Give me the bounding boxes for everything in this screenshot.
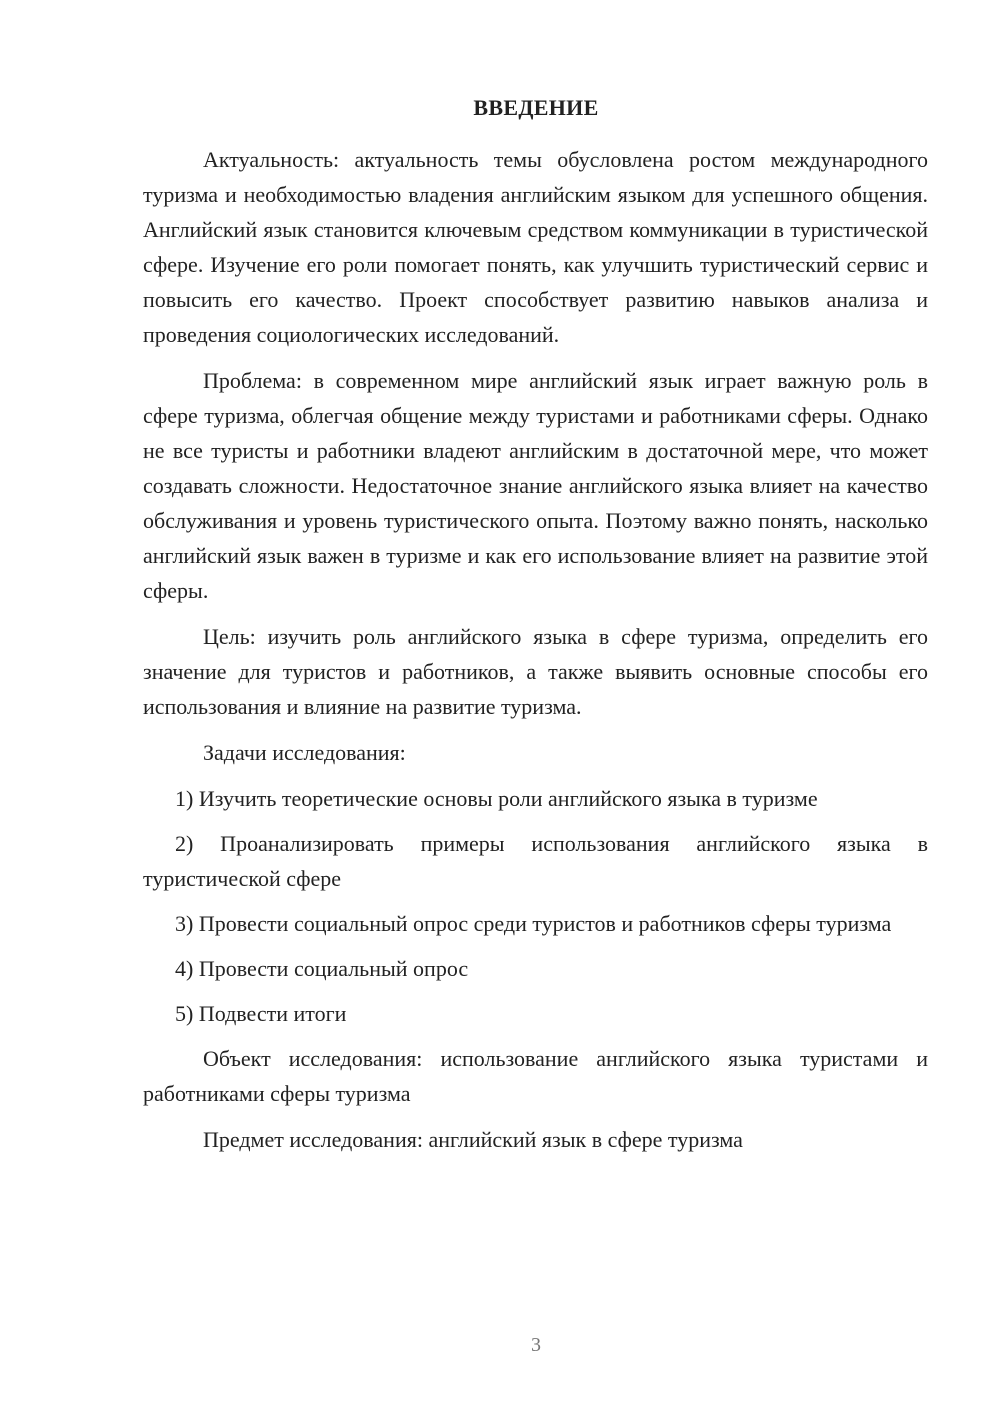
paragraph-relevance: Актуальность: актуальность темы обусловлена ростом международного туризма и необходимостью владения английским языком для успешного общения. Английский язык становится ключевым средством коммуникации в туристической сфере. Изучение его роли помогает понять, как улучшить туристический сервис и повысить его качество. Проект способствует развитию навыков анализа и проведения социологических исследований. (143, 147, 928, 347)
task-item-5: 5) Подвести итоги (175, 1001, 347, 1026)
page-number: 3 (531, 1334, 541, 1356)
document-body (143, 142, 928, 1168)
page-title: ВВЕДЕНИЕ (473, 95, 599, 120)
paragraph-tasks-intro: Задачи исследования: (203, 740, 406, 765)
paragraph-object: Объект исследования: использование английского языка туристами и работниками сферы туризма (143, 1046, 928, 1106)
task-item-3: 3) Провести социальный опрос среди туристов и работников сферы туризма (175, 911, 892, 936)
paragraph-problem: Проблема: в современном мире английский язык играет важную роль в сфере туризма, облегчая общение между туристами и работниками сферы. Однако не все туристы и работники владеют английским в достаточной мере, что может создавать сложности. Недостаточное знание английского языка влияет на качество обслуживания и уровень туристического опыта. Поэтому важно понять, насколько английский язык важен в туризме и как его использование влияет на развитие этой сферы. (143, 368, 928, 603)
paragraph-subject: Предмет исследования: английский язык в сфере туризма (203, 1127, 743, 1152)
task-item-4: 4) Провести социальный опрос (175, 956, 469, 981)
task-item-1: 1) Изучить теоретические основы роли английского языка в туризме (175, 786, 818, 811)
task-item-2: 2) Проанализировать примеры использования английского языка в туристической сфере (143, 831, 928, 891)
paragraph-goal: Цель: изучить роль английского языка в сфере туризма, определить его значение для туристов и работников, а также выявить основные способы его использования и влияние на развитие туризма. (143, 624, 928, 719)
